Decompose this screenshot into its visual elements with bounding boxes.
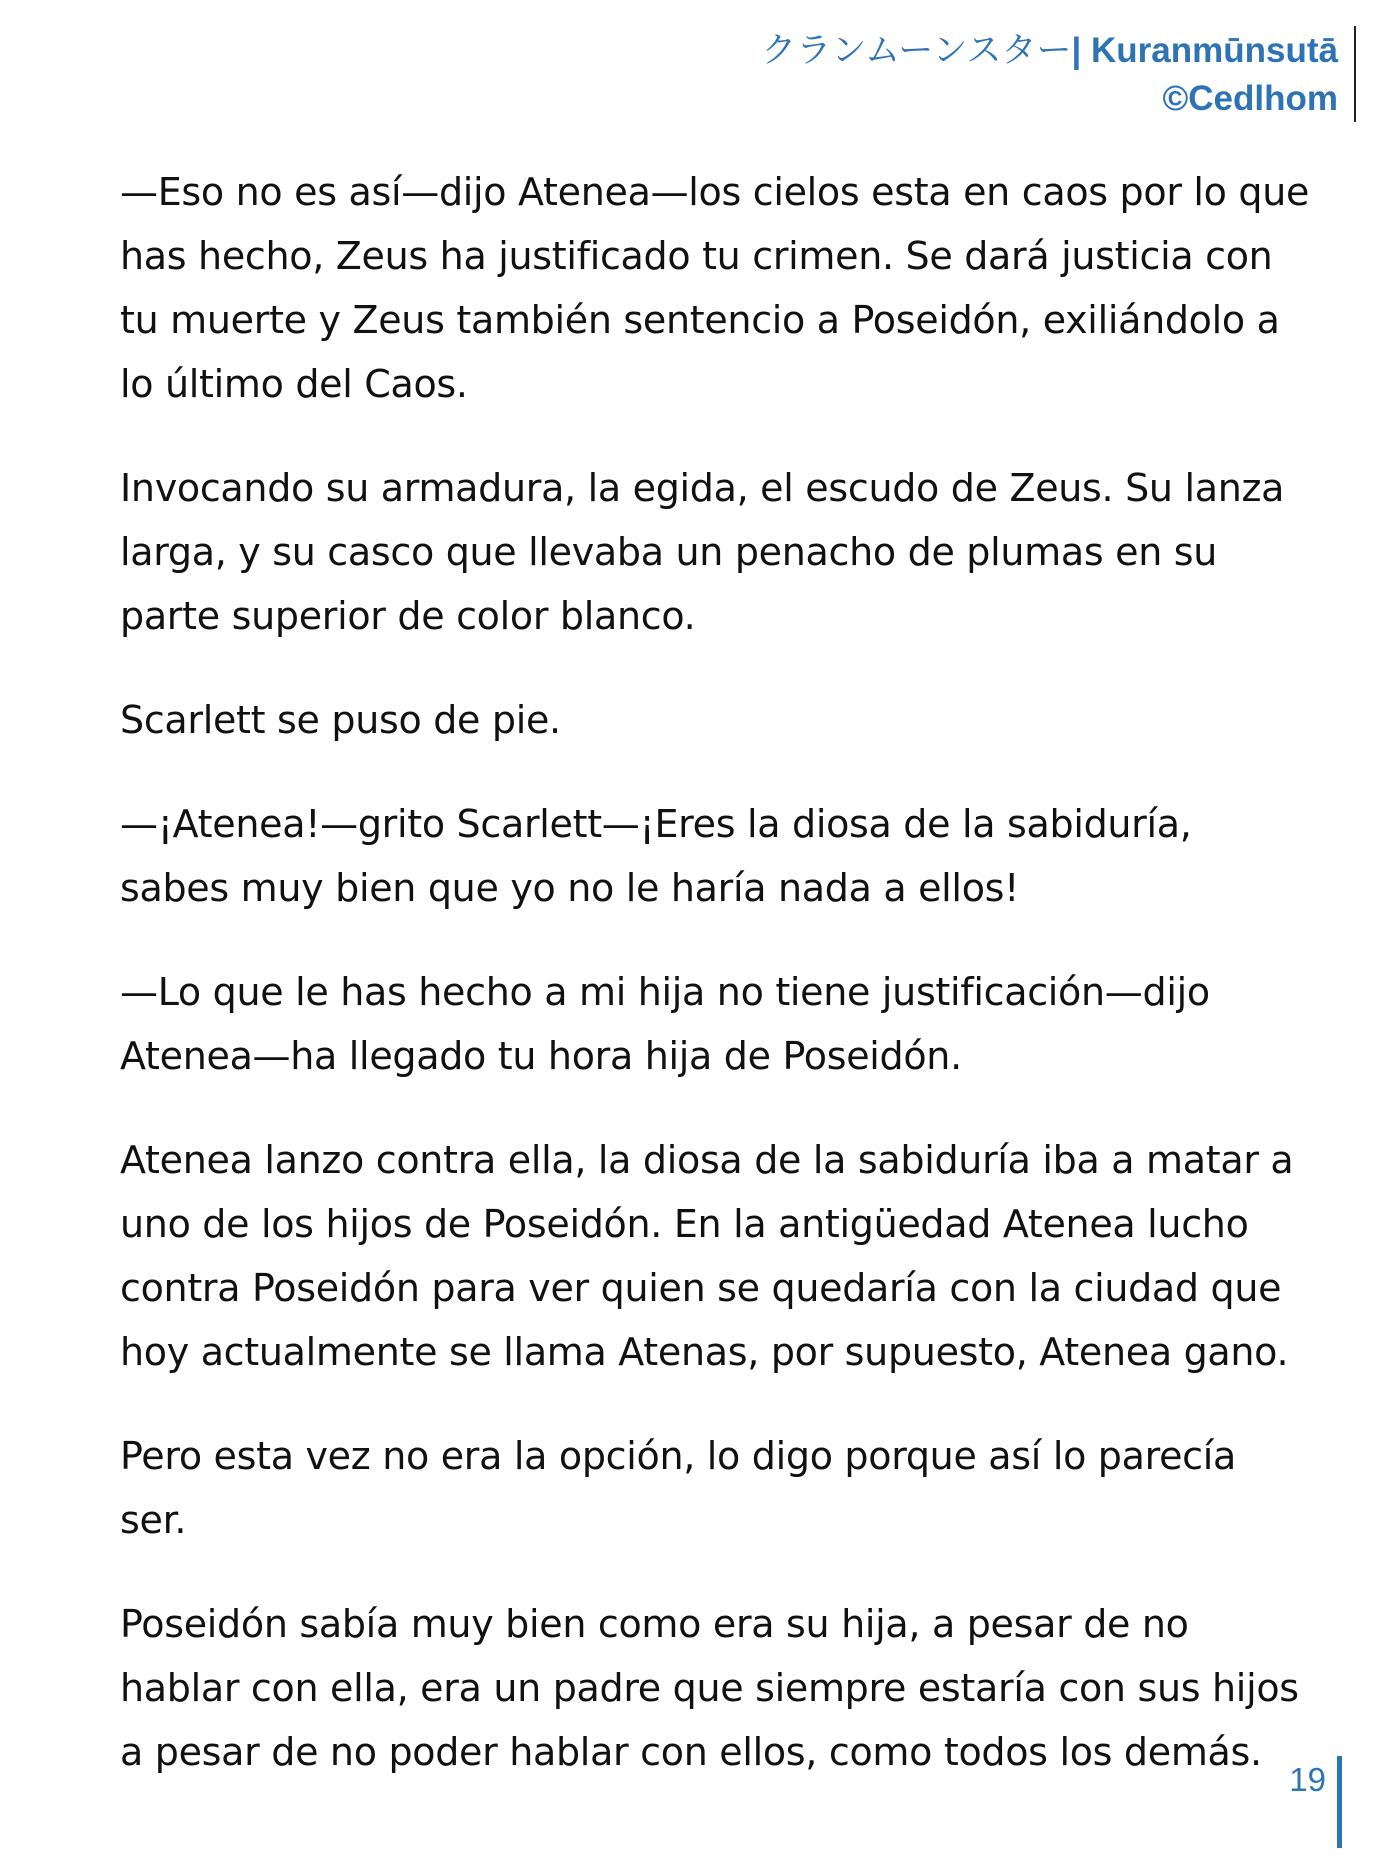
header-copyright: ©Cedlhom xyxy=(1162,79,1338,118)
header-title-japanese: クランムーンスター xyxy=(761,31,1072,71)
header-title-romaji: Kuranmūnsutā xyxy=(1091,31,1338,70)
paragraph: Pero esta vez no era la opción, lo digo porque así lo parecía ser. xyxy=(120,1434,1237,1542)
paragraph: Scarlett se puso de pie. xyxy=(120,698,561,742)
page-header xyxy=(578,26,1356,122)
paragraph: —Lo que le has hecho a mi hija no tiene justificación—dijo Atenea—ha llegado tu hora hija de Poseidón. xyxy=(120,970,1210,1078)
body-text xyxy=(120,160,1310,1824)
paragraph: Poseidón sabía muy bien como era su hija, a pesar de no hablar con ella, era un padre que siempre estaría con sus hijos a pesar de no poder hablar con ellos, como todos los demás. xyxy=(120,1602,1299,1774)
paragraph: Invocando su armadura, la egida, el escudo de Zeus. Su lanza larga, y su casco que llevaba un penacho de plumas en su parte superior de color blanco. xyxy=(120,466,1285,638)
header-separator: | xyxy=(1071,31,1092,70)
paragraph: Atenea lanzo contra ella, la diosa de la sabiduría iba a matar a uno de los hijos de Poseidón. En la antigüedad Atenea lucho contra Poseidón para ver quien se quedaría con la ciudad que hoy actualmente se llama Atenas, por supuesto, Atenea gano. xyxy=(120,1138,1294,1374)
paragraph: —¡Atenea!—grito Scarlett—¡Eres la diosa de la sabiduría, sabes muy bien que yo no le haría nada a ellos! xyxy=(120,802,1192,910)
page-number: 19 xyxy=(1289,1761,1326,1798)
page-number-rule xyxy=(1337,1756,1342,1848)
header-title-line xyxy=(578,26,1338,76)
paragraph: —Eso no es así—dijo Atenea—los cielos esta en caos por lo que has hecho, Zeus ha justificado tu crimen. Se dará justicia con tu muerte y Zeus también sentencio a Poseidón, exiliándolo a lo último del Caos. xyxy=(120,170,1310,406)
